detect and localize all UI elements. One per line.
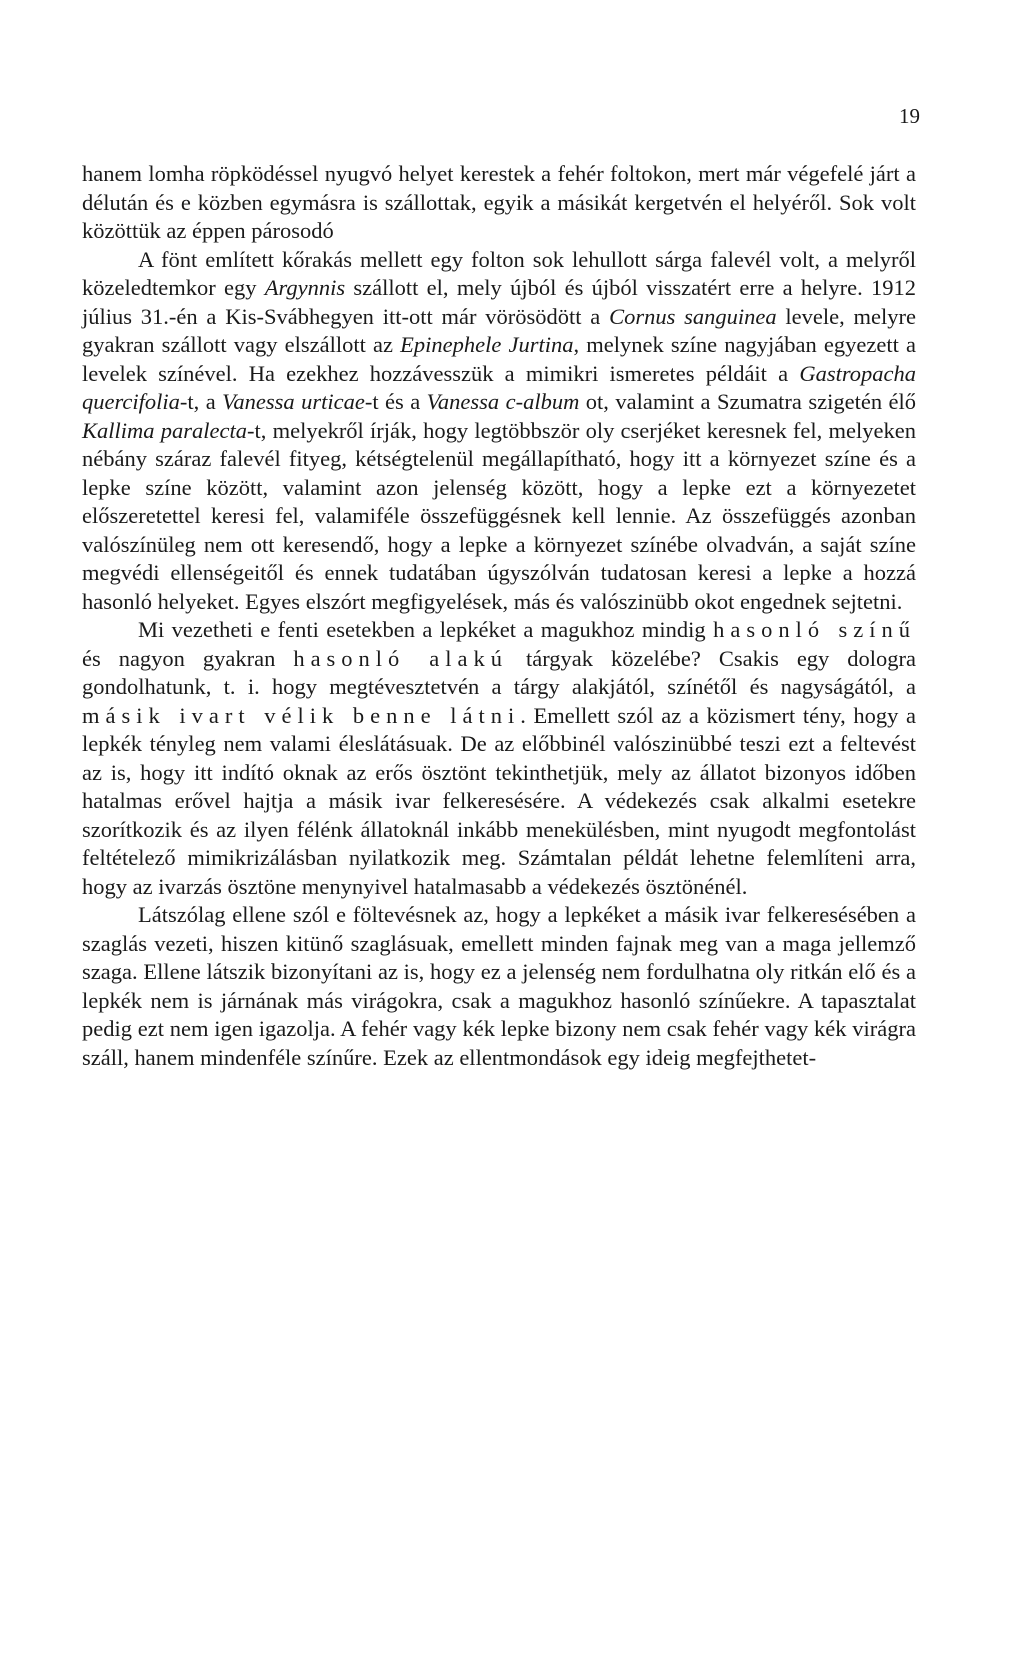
italic-term: Vanessa urticae <box>222 389 365 414</box>
paragraph <box>82 246 916 617</box>
italic-term: Gastropacha quercifolia <box>82 360 916 414</box>
body-text <box>82 160 916 1072</box>
text-run: levele, melyre gyakran szállott vagy elszállott az <box>82 303 916 357</box>
text-run: -t, a <box>179 389 223 414</box>
text-run: tárgyak közelébe? Csakis egy dologra gondolhatunk, t. i. hogy megtévesztetvén a tárgy alakjától, színétől és nagyságától, a <box>82 645 916 699</box>
spaced-emphasis: hasonló színű <box>713 617 916 642</box>
text-run: , melynek színe nagyjában egyezett a levelek színével. Ha ezekhez hozzávesszük a mimikri ismeretes példáit a <box>82 332 917 386</box>
italic-term: Kallima paralecta <box>82 417 247 443</box>
paragraph <box>82 901 916 1072</box>
text-run: Mi vezetheti e fenti esetekben a lepkéket a magukhoz mindig <box>138 617 714 642</box>
paragraph <box>82 160 916 246</box>
text-run: hanem lomha röpködéssel nyugvó helyet kerestek a fehér foltokon, mert már végefelé járt a délután és e közben egymásra is szállottak, egyik a másikát kergetvén el helyéről. Sok volt közöttük az éppen párosodó <box>82 161 916 243</box>
italic-term: Vanessa c-album <box>426 389 580 414</box>
italic-term: Cornus sanguinea <box>609 303 777 329</box>
text-run: Látszólag ellene szól e föltevésnek az, hogy a lepkéket a másik ivar felkeresésében a szaglás vezeti, hiszen kitünő szaglásuak, emellett minden fajnak meg van a maga jellemző szaga. Ellene látszik bizonyítani az is, hogy ez a jelenség nem fordulhatna oly ritkán elő és a lepkék nem is járnának más virágokra, csak a magukhoz hasonló színűekre. A tapasztalat pedig ezt nem igen igazolja. A fehér vagy kék lepke bizony nem csak fehér vagy kék virágra száll, hanem mindenféle színűre. Ezek az ellentmondások egy ideig megfejthetet- <box>82 902 916 1070</box>
italic-term: Argynnis <box>264 275 346 300</box>
text-run: -t, melyekről írják, hogy legtöbbször oly cserjéket keresnek fel, melyeken nébány száraz falevél fityeg, kétségtelenül megállapítható, hogy itt a környezet színe és a lepke színe között, valamint azon jelenség között, hogy a lepke ezt a környezetet előszeretettel keresi fel, valamiféle összefüggésnek kell lennie. Az összefüggés azonban valószínüleg nem ott keresendő, hogy a lepke a környezet színébe olvadván, a saját színe megvédi ellenségeitől és ennek tudatában úgyszólván tudatosan keresi a lepke a hozzá hasonló helyeket. Egyes elszórt megfigyelések, más és valószinübb okot engednek sejtetni. <box>82 417 916 614</box>
text-run: A fönt említett kőrakás mellett egy folton sok lehullott sárga falevél volt, a melyről közeledtemkor egy <box>82 246 916 300</box>
spaced-emphasis: másik ivart vélik benne látni <box>82 702 521 728</box>
text-run: szállott el, mely újból és újból visszatért erre a helyre. 1912 július 31.-én a Kis-Svábhegyen itt-ott már vörösödött a <box>82 275 916 329</box>
spaced-emphasis: hasonló alakú <box>293 645 508 671</box>
italic-term: Epinephele Jurtina <box>400 332 574 357</box>
text-run: -t és a <box>364 389 427 414</box>
text-run: . Emellett szól az a közismert tény, hogy a lepkék tényleg nem valami éleslátásuak. De az előbbinél valószinübbé teszi ezt a feltevést az is, hogy itt indító oknak az erős ösztönt tekinthetjük, mely az állatot bizonyos időben hatalmas erővel hajtja a másik ivar felkeresésére. A védekezés csak alkalmi esetekre szorítkozik és az ilyen félénk állatoknál inkább menekülésben, mint nyugodt megfontolást feltételező mimikrizálásban nyilatkozik meg. Számtalan példát lehetne felemlíteni arra, hogy az ivarzás ösztöne menynyivel hatalmasabb a védekezés ösztönénél. <box>82 702 916 899</box>
paragraph <box>82 616 916 901</box>
page-number: 19 <box>899 104 920 128</box>
text-run: és nagyon gyakran <box>82 645 294 671</box>
text-run: ot, valamint a Szumatra szigetén élő <box>579 389 917 414</box>
